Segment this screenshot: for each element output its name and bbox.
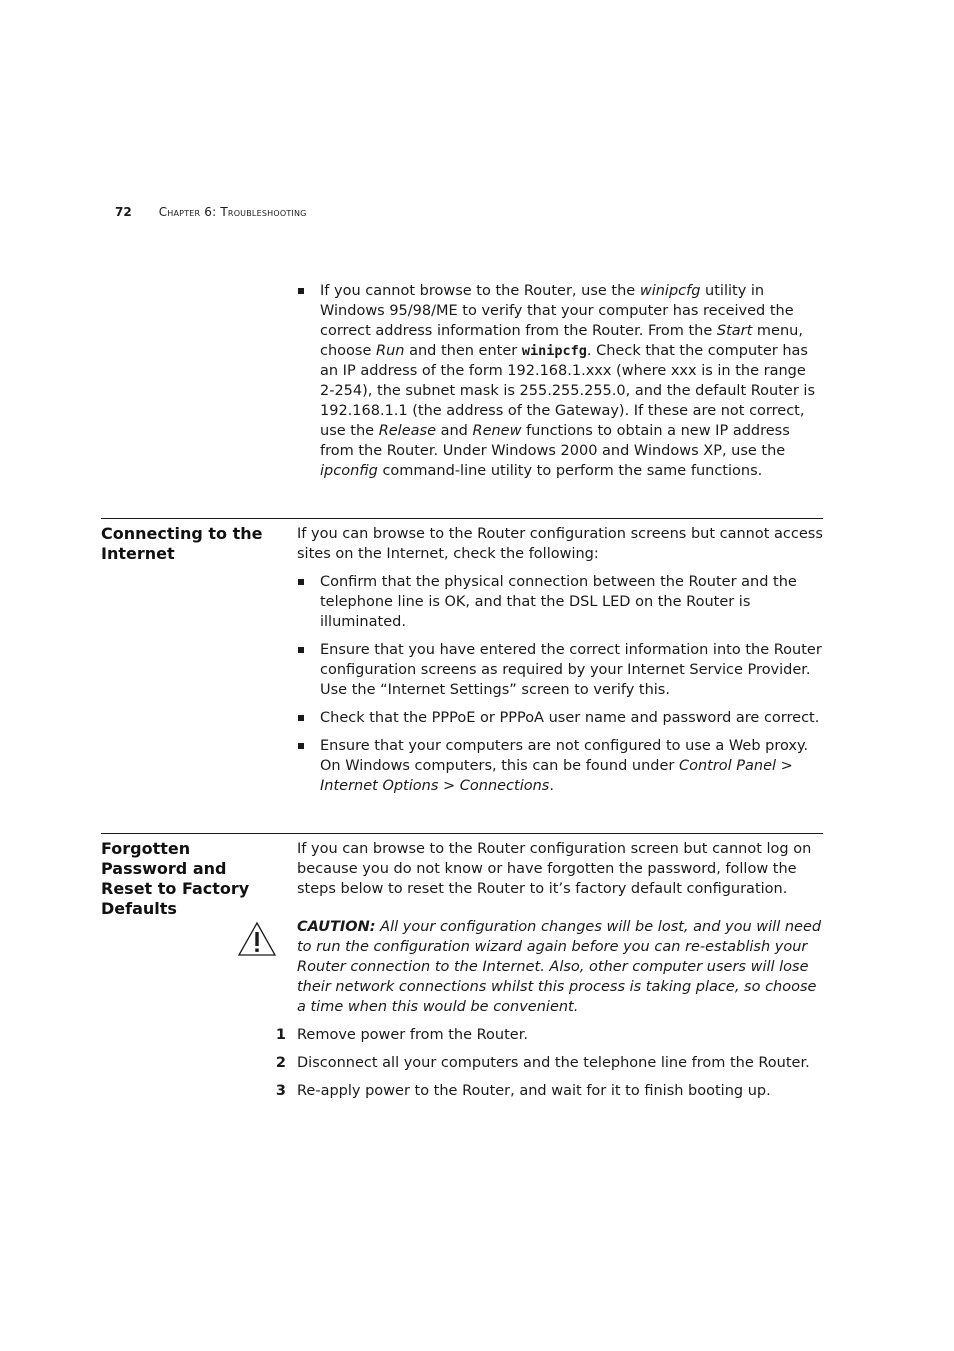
text-run: Ensure that you have entered the correct information into the Router configuration screens as required by your Internet Service Provider. Use the “Internet Settings” screen to verify this. <box>320 642 822 698</box>
text-run: winipcfg <box>521 343 587 359</box>
text-run: If you cannot browse to the Router, use the <box>320 283 640 299</box>
square-bullet-icon <box>298 743 304 749</box>
text-run: utility in Windows 95/98/ME to verify that your computer has received the correct address information from the Router. From the <box>320 283 794 339</box>
square-bullet-icon <box>298 288 304 294</box>
step-text: Remove power from the Router. <box>297 1027 528 1043</box>
text-run: Confirm that the physical connection between the Router and the telephone line is OK, and that the DSL LED on the Router is illuminated. <box>320 574 797 630</box>
warning-icon <box>237 921 277 957</box>
bullet-item <box>297 708 823 728</box>
page-number: 72 <box>115 205 132 219</box>
text-run: and then enter <box>404 343 522 359</box>
section-heading-reset: Forgotten Password and Reset to Factory Defaults <box>101 839 250 918</box>
text-run: Release <box>378 423 436 439</box>
top-bullet-list <box>297 281 823 489</box>
chapter-title: Chapter 6: Troubleshooting <box>158 205 307 219</box>
bullet-item <box>297 281 823 481</box>
text-run: functions to obtain a new IP address from the Router. Under Windows 2000 and Windows XP, use the <box>320 423 790 459</box>
step-number: 2 <box>275 1055 286 1071</box>
text-run: winipcfg <box>639 283 701 299</box>
running-header <box>115 205 307 219</box>
text-run: . Check that the computer has an IP address of the form 192.168.1.xxx (where xxx is in the range 2-254), the subnet mask is 255.255.255.0, and the default Router is 192.168.1.1 (the address of the Gateway). If these are not correct, use the <box>320 343 815 439</box>
step-number: 1 <box>275 1027 286 1043</box>
bullet-item <box>297 640 823 700</box>
text-run: Renew <box>472 423 522 439</box>
text-run: > <box>438 778 460 794</box>
square-bullet-icon <box>298 647 304 653</box>
text-run: > <box>776 758 793 774</box>
step-text: Re-apply power to the Router, and wait for it to finish booting up. <box>297 1083 771 1099</box>
caution-note <box>297 917 823 1017</box>
text-run: Control Panel <box>678 758 777 774</box>
text-run: Start <box>716 323 753 339</box>
text-run: Ensure that your computers are not configured to use a Web proxy. On Windows computers, this can be found under <box>320 738 809 774</box>
text-run: Connections <box>459 778 550 794</box>
bullet-item <box>297 572 823 632</box>
caution-label: CAUTION: <box>297 919 376 935</box>
internet-checklist <box>297 572 823 804</box>
text-run: Run <box>376 343 405 359</box>
step-item <box>260 1081 823 1101</box>
text-run: Internet Options <box>320 778 439 794</box>
section-heading-internet: Connecting to the Internet <box>101 524 263 563</box>
section-intro-reset: If you can browse to the Router configuration screen but cannot log on because you do not know or have forgotten the password, follow the steps below to reset the Router to it’s factory default configuration. <box>297 841 812 897</box>
text-run: and <box>436 423 473 439</box>
reset-steps-list <box>260 1025 823 1109</box>
step-text: Disconnect all your computers and the telephone line from the Router. <box>297 1055 810 1071</box>
text-run: ipconfig <box>320 463 378 479</box>
text-run: Check that the PPPoE or PPPoA user name and password are correct. <box>320 710 820 726</box>
square-bullet-icon <box>298 579 304 585</box>
step-item <box>260 1025 823 1045</box>
section-divider-internet <box>101 518 823 519</box>
section-divider-reset <box>101 833 823 834</box>
bullet-item <box>297 736 823 796</box>
step-number: 3 <box>275 1083 286 1099</box>
text-run: command-line utility to perform the same functions. <box>377 463 763 479</box>
square-bullet-icon <box>298 715 304 721</box>
caution-text: All your configuration changes will be lost, and you will need to run the configuration wizard again before you can re-establish your Router connection to the Internet. Also, other computer users will lose their network connections whilst this process is taking place, so choose a time when this would be convenient. <box>297 919 822 1015</box>
section-intro-internet: If you can browse to the Router configuration screens but cannot access sites on the Internet, check the following: <box>297 526 823 562</box>
text-run: menu, choose <box>320 323 803 359</box>
text-run: . <box>549 778 554 794</box>
step-item <box>260 1053 823 1073</box>
